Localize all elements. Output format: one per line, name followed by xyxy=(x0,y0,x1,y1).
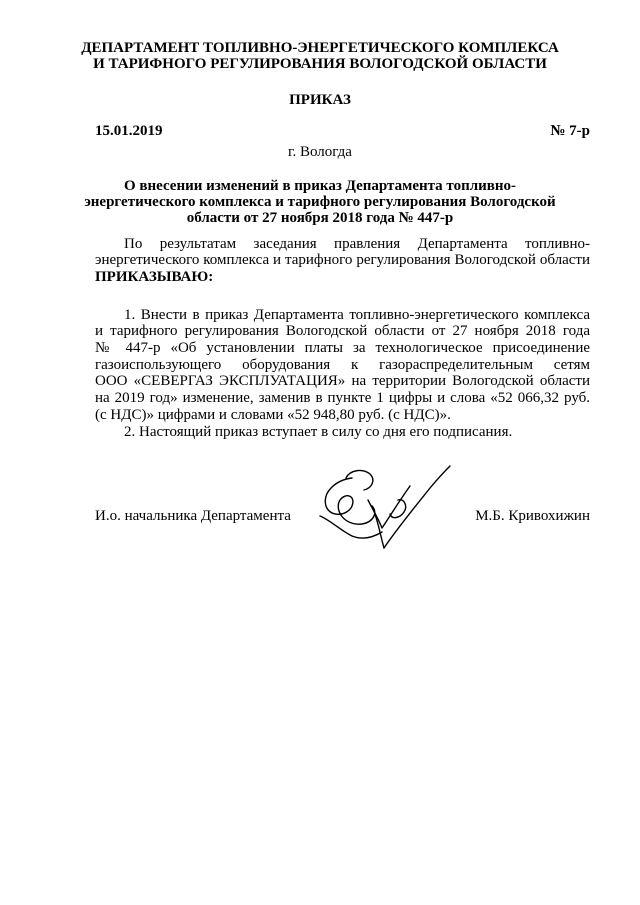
department-name-line1: ДЕПАРТАМЕНТ ТОПЛИВНО-ЭНЕРГЕТИЧЕСКОГО КОМПЛЕКСА xyxy=(81,40,559,56)
signatory-position: И.о. начальника Департамента xyxy=(95,508,291,524)
item1-line1: 1. Внести в приказ Департамента топливно-энергетического комплекса xyxy=(124,307,590,323)
order-word: ПРИКАЗЫВАЮ: xyxy=(95,269,214,285)
document-title-line3: области от 27 ноября 2018 года № 447-р xyxy=(186,210,454,226)
signatory-name: М.Б. Кривохижин xyxy=(475,508,590,524)
item1-line5: ООО «СЕВЕРГАЗ ЭКСПЛУАТАЦИЯ» на территории Вологодской области xyxy=(95,373,590,389)
preamble-line2: энергетического комплекса и тарифного регулирования Вологодской области xyxy=(95,252,590,268)
item1-line2: и тарифного регулирования Вологодской области от 27 ноября 2018 года xyxy=(95,323,590,339)
document-city: г. Вологда xyxy=(288,144,352,160)
preamble-line1: По результатам заседания правления Департамента топливно- xyxy=(124,236,590,252)
document-title-line2: энергетического комплекса и тарифного регулирования Вологодской xyxy=(84,194,556,210)
document-title-line1: О внесении изменений в приказ Департамента топливно- xyxy=(123,178,517,194)
document-date: 15.01.2019 xyxy=(95,123,163,139)
department-name-line2: И ТАРИФНОГО РЕГУЛИРОВАНИЯ ВОЛОГОДСКОЙ ОБЛАСТИ xyxy=(93,56,547,72)
item1-line6: на 2019 год» изменение, заменив в пункте 1 цифры и слова «52 066,32 руб. xyxy=(95,390,590,406)
document-number: № 7-р xyxy=(550,123,590,139)
item1-line3: № 447-р «Об установлении платы за технологическое присоединение xyxy=(95,340,590,356)
item2: 2. Настоящий приказ вступает в силу со дня его подписания. xyxy=(124,424,513,440)
document-type: ПРИКАЗ xyxy=(289,92,351,108)
item1-line7: (с НДС)» цифрами и словами «52 948,80 руб. (с НДС)». xyxy=(95,407,451,423)
item1-line4: газоиспользующего оборудования к газораспределительным сетям xyxy=(95,357,590,373)
